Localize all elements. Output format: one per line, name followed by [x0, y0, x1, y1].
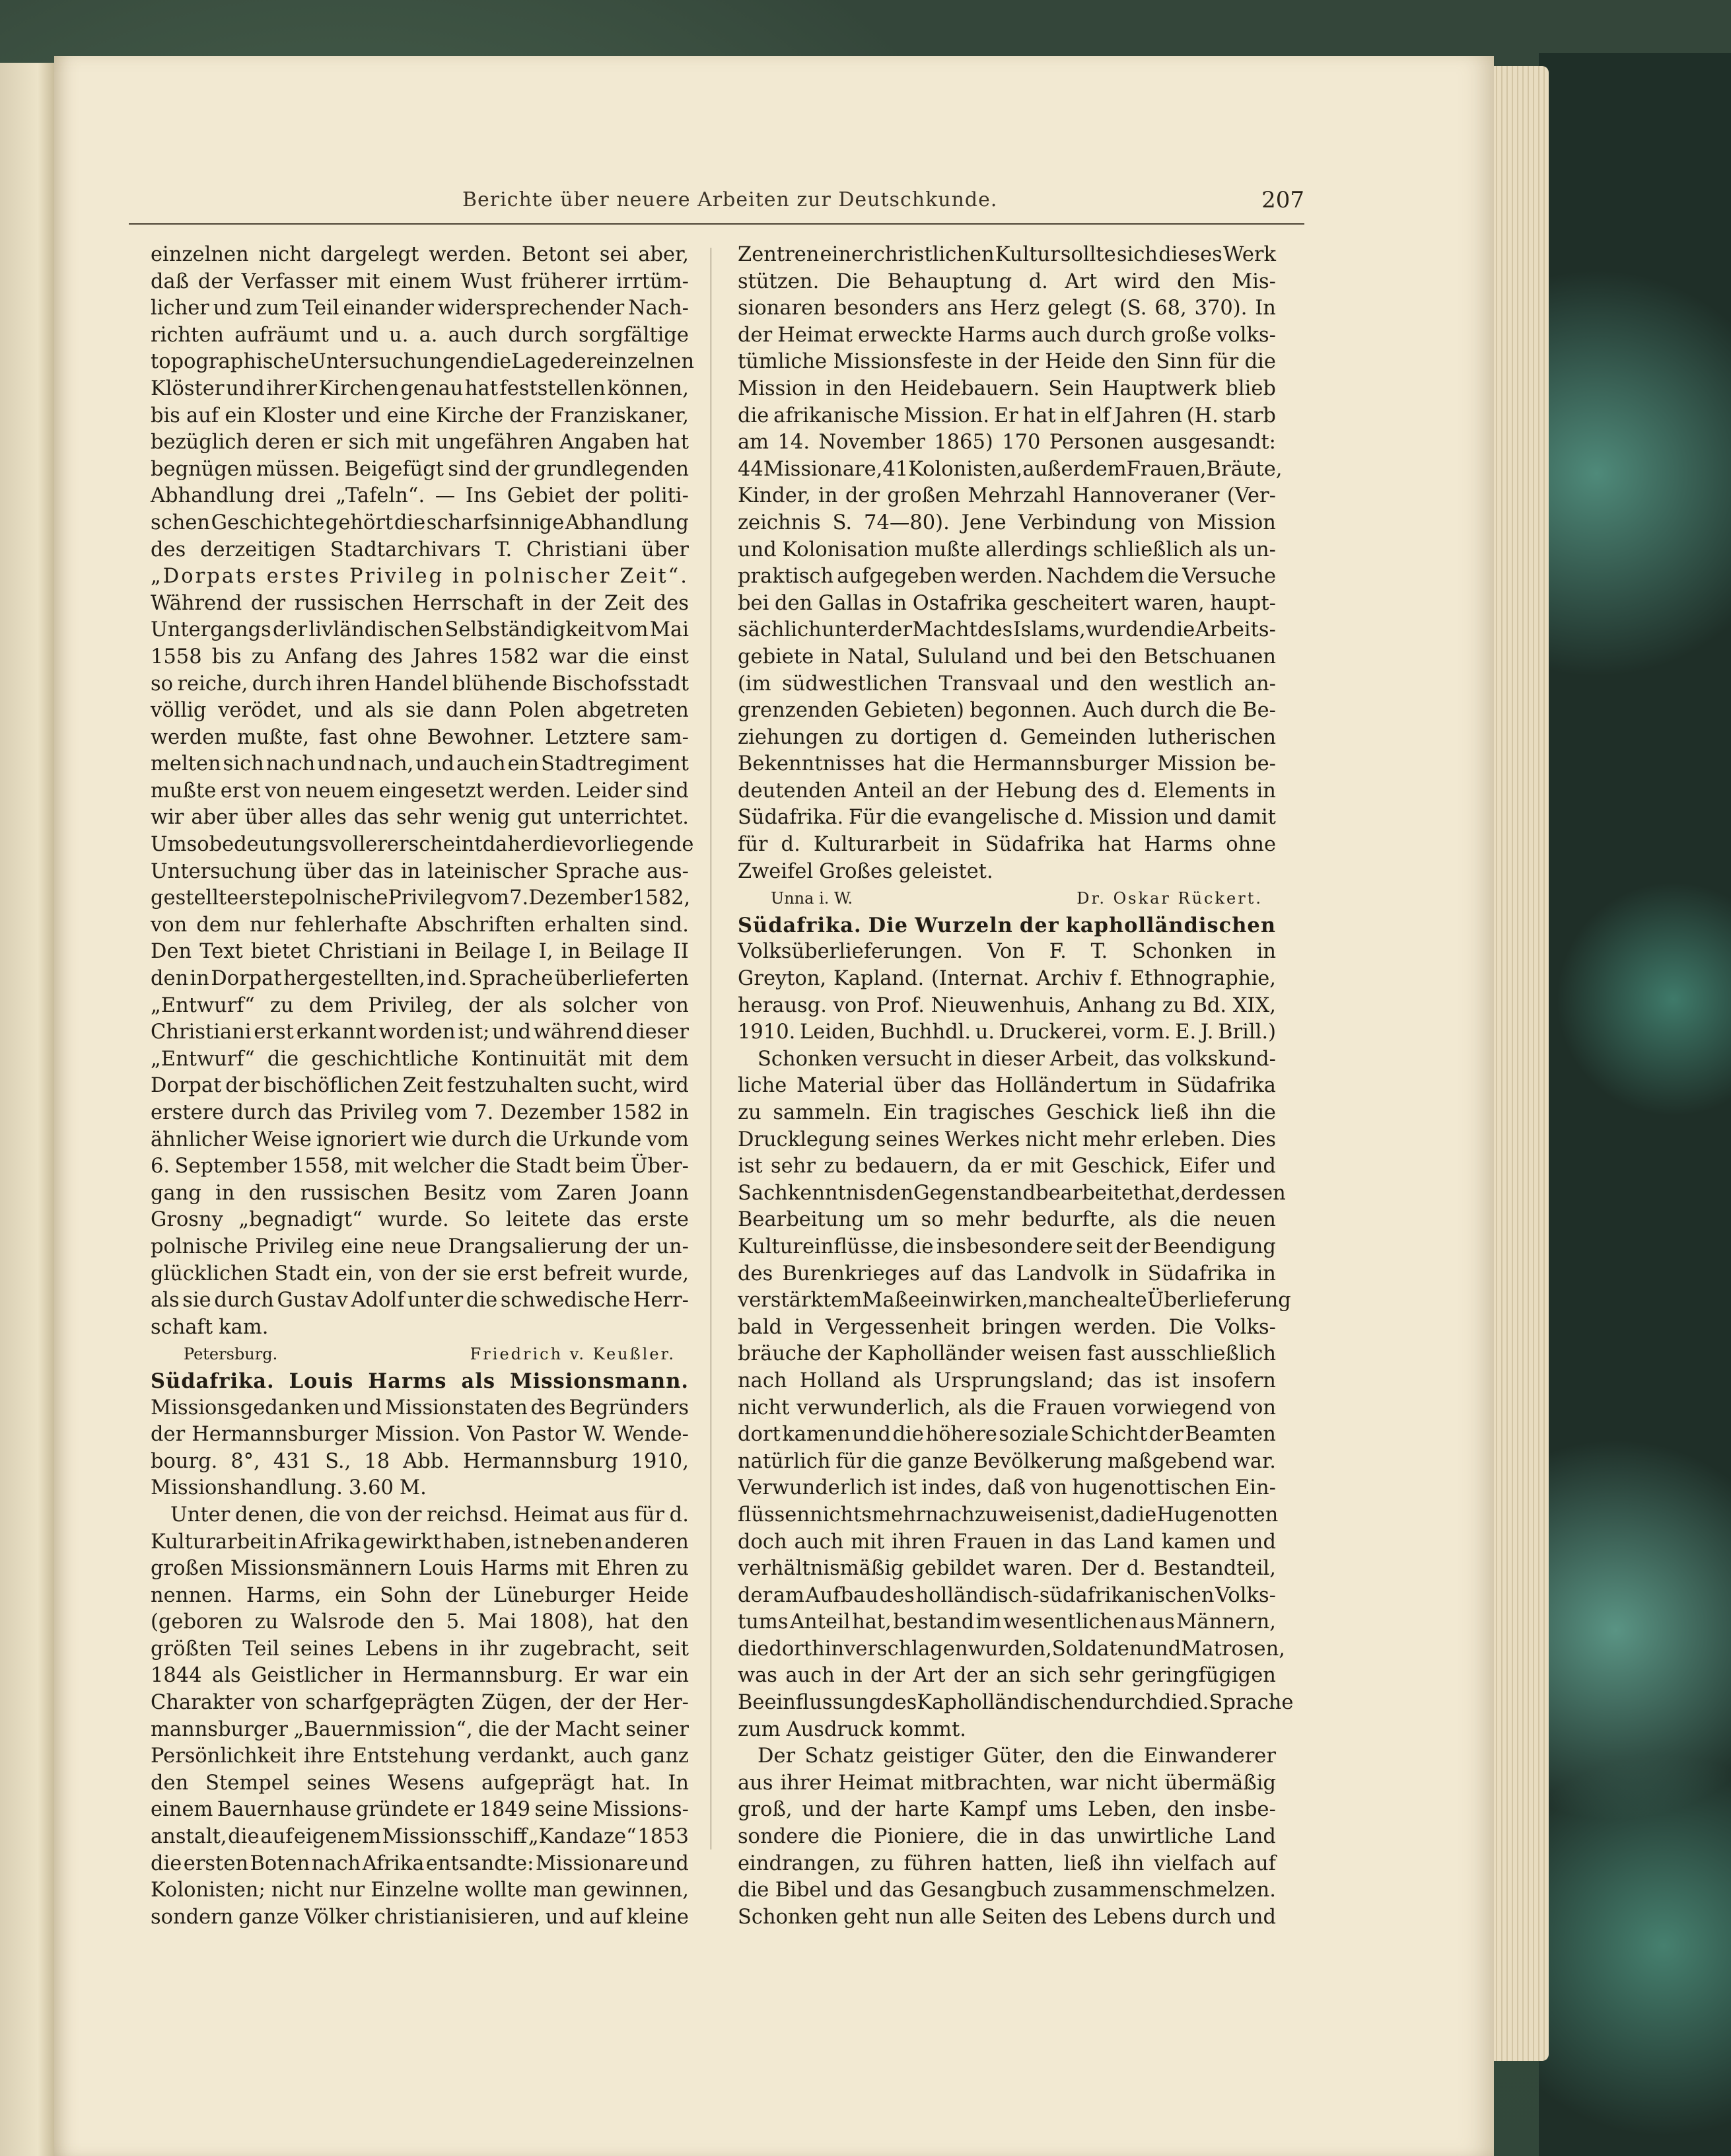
text-line: 1558 bis zu Anfang des Jahres 1582 war die einst [151, 645, 689, 668]
header-rule [129, 223, 1304, 225]
running-title: Berichte über neuere Arbeiten zur Deutschkunde. [462, 188, 998, 211]
text-line: Sachkenntnis den Gegenstand bearbeitet hat, der dessen [738, 1181, 1286, 1205]
text-line: 6. September 1558, mit welcher die Stadt beim Über- [151, 1155, 689, 1178]
text-line: anstalt, die auf eigenem Missionsschiff „Kandaze“ 1853 [151, 1825, 689, 1849]
text-line: und Kolonisation mußte allerdings schließlich als un- [738, 538, 1276, 561]
text-line: Zentren einer christlichen Kultur sollte sich dieses Werk [738, 243, 1276, 266]
text-line: „Entwurf“ zu dem Privileg, der als solcher von [151, 993, 689, 1017]
text-line: Grosny „begnadigt“ wurde. So leitete das erste [151, 1208, 689, 1232]
text-line: „Dorpats erstes Privileg in polnischer Zeit“. [151, 565, 689, 589]
text-line: Charakter von scharfgeprägten Zügen, der der Her- [151, 1691, 689, 1715]
text-line: für d. Kulturarbeit in Südafrika hat Harms ohne [738, 833, 1276, 857]
text-line: ähnlicher Weise ignoriert wie durch die Urkunde vom [151, 1128, 689, 1151]
text-line: großen Missionsmännern Louis Harms mit Ehren zu [151, 1557, 689, 1581]
text-line: sondere die Pioniere, die in das unwirtliche Land [738, 1825, 1276, 1849]
text-line: Untergangs der livländischen Selbständigkeit vom Mai [151, 618, 689, 642]
text-line: melten sich nach und nach, und auch ein Stadtregiment [151, 752, 689, 776]
text-line: Untersuchung über das in lateinischer Sprache aus- [151, 859, 689, 883]
text-line: zu sammeln. Ein tragisches Geschick ließ ihn die [738, 1101, 1276, 1124]
text-line [738, 885, 1276, 912]
text-line: nach Holland als Ursprungsland; das ist insofern [738, 1369, 1276, 1392]
text-line: größten Teil seines Lebens in ihr zugebracht, seit [151, 1637, 689, 1661]
text-line: die ersten Boten nach Afrika entsandte: Missionare und [151, 1851, 689, 1875]
text-line: praktisch aufgegeben werden. Nachdem die Versuche [738, 565, 1276, 589]
text-line: schen Geschichte gehört die scharfsinnige Abhandlung [151, 511, 689, 534]
text-line: gebiete in Natal, Sululand und bei den Betschuanen [738, 645, 1276, 668]
text-line: Kulturarbeit in Afrika gewirkt haben, ist neben anderen [151, 1530, 689, 1554]
text-line: einem Bauernhause gründete er 1849 seine Missions- [151, 1798, 689, 1822]
text-line: dort kamen und die höhere soziale Schicht der Beamten [738, 1423, 1276, 1447]
right-column [738, 242, 1294, 1931]
text-line: sondern ganze Völker christianisieren, und auf kleine [151, 1905, 689, 1929]
text-line: bourg. 8°, 431 S., 18 Abb. Hermannsburg 1910, [151, 1449, 689, 1473]
text-line: aus ihrer Heimat mitbrachten, war nicht übermäßig [738, 1771, 1276, 1795]
text-line: Zweifel Großes geleistet. [738, 859, 993, 883]
text-line: groß, und der harte Kampf ums Leben, den insbe- [738, 1798, 1276, 1822]
text-line: mußte erst von neuem eingesetzt werden. Leider sind [151, 779, 689, 803]
text-line: doch auch mit ihren Frauen in das Land kamen und [738, 1530, 1276, 1554]
text-line: so reiche, durch ihren Handel blühende Bischofsstadt [151, 672, 689, 696]
text-line: Missionsgedanken und Missionstaten des Begründers [151, 1396, 689, 1419]
text-line: als sie durch Gustav Adolf unter die schwedische Herr- [151, 1289, 689, 1312]
text-line: tums Anteil hat, bestand im wesentlichen aus Männern, [738, 1610, 1276, 1634]
text-line: eindrangen, zu führen hatten, ließ ihn vielfach auf [738, 1851, 1276, 1875]
text-line: sionaren besonders ans Herz gelegt (S. 68, 370). In [738, 297, 1276, 320]
text-line: Kolonisten; nicht nur Einzelne wollte man gewinnen, [151, 1879, 689, 1902]
text-line: die Bibel und das Gesangbuch zusammenschmelzen. [738, 1879, 1276, 1902]
text-line: werden mußte, fast ohne Bewohner. Letztere sam- [151, 725, 689, 749]
text-line: Beeinflussung des Kapholländischen durch die d. Sprache [738, 1691, 1294, 1715]
text-line: verstärktem Maße einwirken, manche alte Überlieferung [738, 1289, 1291, 1312]
text-line: Drucklegung seines Werkes nicht mehr erleben. Dies [738, 1128, 1276, 1151]
text-line: liche Material über das Holländertum in Südafrika [738, 1074, 1276, 1098]
text-line: die afrikanische Mission. Er hat in elf Jahren (H. starb [738, 404, 1276, 427]
facing-page-edge [0, 63, 54, 2156]
text-line: Volksüberlieferungen. Von F. T. Schonken in [738, 940, 1276, 964]
text-line: Klöster und ihrer Kirchen genau hat feststellen können, [151, 377, 689, 400]
text-line: den in Dorpat hergestellten, in d. Sprache überlieferten [151, 967, 689, 991]
text-line: (geboren zu Walsrode den 5. Mai 1808), hat den [151, 1610, 689, 1634]
text-line: begnügen müssen. Beigefügt sind der grundlegenden [151, 457, 689, 481]
text-line: Während der russischen Herrschaft in der Zeit des [151, 591, 689, 615]
signature-place: Petersburg. [184, 1345, 278, 1364]
text-line: bräuche der Kapholländer weisen fast ausschließlich [738, 1342, 1276, 1366]
text-line: bald in Vergessenheit bringen werden. Die Volks- [738, 1315, 1276, 1339]
text-line: Bekenntnisses hat die Hermannsburger Mission be- [738, 752, 1276, 776]
text-line: herausg. von Prof. Nieuwenhuis, Anhang zu Bd. XIX, [738, 993, 1276, 1017]
text-line: zum Ausdruck kommt. [738, 1717, 966, 1741]
text-line: gestellte erste polnische Privileg vom 7. Dezember 1582, [151, 886, 691, 910]
text-line: tümliche Missionsfeste in der Heide den Sinn für die [738, 350, 1276, 374]
text-line: des Burenkrieges auf das Landvolk in Südafrika in [738, 1262, 1276, 1285]
text-line: ziehungen zu dortigen d. Gemeinden lutherischen [738, 725, 1276, 749]
text-line: Südafrika. Die Wurzeln der kapholländischen [738, 913, 1276, 937]
text-line: Den Text bietet Christiani in Beilage I, in Beilage II [151, 940, 689, 964]
left-column [151, 242, 695, 1931]
text-line: verhältnismäßig gebildet waren. Der d. Bestandteil, [738, 1557, 1276, 1581]
text-line: nennen. Harms, ein Sohn der Lüneburger Heide [151, 1583, 689, 1607]
text-line: ist sehr zu bedauern, da er mit Geschick, Eifer und [738, 1155, 1276, 1178]
text-line: einzelnen nicht dargelegt werden. Betont sei aber, [151, 243, 689, 266]
text-line: Kinder, in der großen Mehrzahl Hannoveraner (Ver- [738, 484, 1276, 508]
text-line: von dem nur fehlerhafte Abschriften erhalten sind. [151, 913, 689, 937]
text-line: licher und zum Teil einander widersprechender Nach- [151, 297, 689, 320]
text-line: Verwunderlich ist indes, daß von hugenottischen Ein- [738, 1476, 1276, 1500]
text-line: der Hermannsburger Mission. Von Pastor W. Wende- [151, 1423, 689, 1447]
signature-author: Dr. Oskar Rückert. [1077, 889, 1263, 908]
text-line: Schonken versucht in dieser Arbeit, das volkskund- [758, 1047, 1276, 1071]
text-line: bei den Gallas in Ostafrika gescheitert waren, haupt- [738, 591, 1276, 615]
page-number: 207 [1261, 187, 1304, 213]
text-line: 44 Missionare, 41 Kolonisten, außerdem Frauen, Bräute, [738, 457, 1283, 481]
text-line: erstere durch das Privileg vom 7. Dezember 1582 in [151, 1101, 689, 1124]
signature-author: Friedrich v. Keußler. [470, 1345, 676, 1364]
text-line: Dorpat der bischöflichen Zeit festzuhalten sucht, wird [151, 1074, 689, 1098]
text-line: Südafrika. Louis Harms als Missionsmann. [151, 1369, 689, 1393]
text-line: Persönlichkeit ihre Entstehung verdankt, auch ganz [151, 1744, 689, 1768]
text-line: Bearbeitung um so mehr bedurfte, als die neuen [738, 1208, 1276, 1232]
text-line: Um so bedeutungsvoller erscheint daher die vorliegende [151, 833, 694, 857]
text-line: deutenden Anteil an der Hebung des d. Elements in [738, 779, 1276, 803]
text-line: Schonken geht nun alle Seiten des Lebens durch und [738, 1905, 1276, 1929]
text-line: polnische Privileg eine neue Drangsalierung der un- [151, 1235, 689, 1258]
text-line: schaft kam. [151, 1315, 269, 1339]
text-line: richten aufräumt und u. a. auch durch sorgfältige [151, 323, 689, 347]
text-line: bis auf ein Kloster und eine Kirche der Franziskaner, [151, 404, 689, 427]
text-line: völlig verödet, und als sie dann Polen abgetreten [151, 699, 689, 723]
text-line: Südafrika. Für die evangelische d. Mission und damit [738, 806, 1276, 830]
text-line: glücklichen Stadt ein, von der sie erst befreit wurde, [151, 1262, 689, 1285]
text-line: wir aber über alles das sehr wenig gut unterrichtet. [151, 806, 689, 830]
text-line [151, 1341, 689, 1368]
text-line: (im südwestlichen Transvaal und den westlich an- [738, 672, 1276, 696]
text-line: Missionshandlung. 3.60 M. [151, 1476, 427, 1500]
text-line: des derzeitigen Stadtarchivars T. Christiani über [151, 538, 689, 561]
text-line: sächlich unter der Macht des Islams, wurden die Arbeits- [738, 618, 1276, 642]
text-line: daß der Verfasser mit einem Wust früherer irrtüm- [151, 270, 689, 293]
text-line: natürlich für die ganze Bevölkerung maßgebend war. [738, 1449, 1276, 1473]
text-line: der am Aufbau des holländisch-südafrikanischen Volks- [738, 1583, 1276, 1607]
text-line: Der Schatz geistiger Güter, den die Einwanderer [758, 1744, 1276, 1768]
text-line: flüssen nichts mehr nachzuweisen ist, da die Hugenotten [738, 1503, 1279, 1527]
text-line: 1910. Leiden, Buchhdl. u. Druckerei, vorm. E. J. Brill.) [738, 1021, 1276, 1044]
text-line: grenzenden Gebieten) begonnen. Auch durch die Be- [738, 699, 1276, 723]
text-line: mannsburger „Bauernmission“, die der Macht seiner [151, 1717, 689, 1741]
text-line: Greyton, Kapland. (Internat. Archiv f. Ethnographie, [738, 967, 1276, 991]
text-line: 1844 als Geistlicher in Hermannsburg. Er war ein [151, 1664, 689, 1688]
text-line: nicht verwunderlich, als die Frauen vorwiegend von [738, 1396, 1276, 1419]
text-line: topographische Untersuchungen die Lage der einzelnen [151, 350, 695, 374]
text-line: Mission in den Heidebauern. Sein Hauptwerk blieb [738, 377, 1276, 400]
text-line: stützen. Die Behauptung d. Art wird den Mis- [738, 270, 1276, 293]
text-line: was auch in der Art der an sich sehr geringfügigen [738, 1664, 1276, 1688]
text-line: gang in den russischen Besitz vom Zaren Joann [151, 1181, 689, 1205]
text-line: „Entwurf“ die geschichtliche Kontinuität mit dem [151, 1047, 689, 1071]
text-line: der Heimat erweckte Harms auch durch große volks- [738, 323, 1276, 347]
text-line: am 14. November 1865) 170 Personen ausgesandt: [738, 431, 1276, 454]
text-line: Abhandlung drei „Tafeln“. — Ins Gebiet der politi- [151, 484, 689, 508]
text-line: bezüglich deren er sich mit ungefähren Angaben hat [151, 431, 689, 454]
signature-place: Unna i. W. [771, 889, 853, 908]
text-line: Christiani erst erkannt worden ist; und während dieser [151, 1021, 689, 1044]
marbled-cover-edge [1539, 53, 1731, 2156]
text-line: zeichnis S. 74—80). Jene Verbindung von Mission [738, 511, 1276, 534]
text-line: den Stempel seines Wesens aufgeprägt hat. In [151, 1771, 689, 1795]
text-line: Kultureinflüsse, die insbesondere seit der Beendigung [738, 1235, 1276, 1258]
text-line: die dorthin verschlagen wurden, Soldaten und Matrosen, [738, 1637, 1285, 1661]
text-line: Unter denen, die von der reichsd. Heimat aus für d. [170, 1503, 689, 1527]
